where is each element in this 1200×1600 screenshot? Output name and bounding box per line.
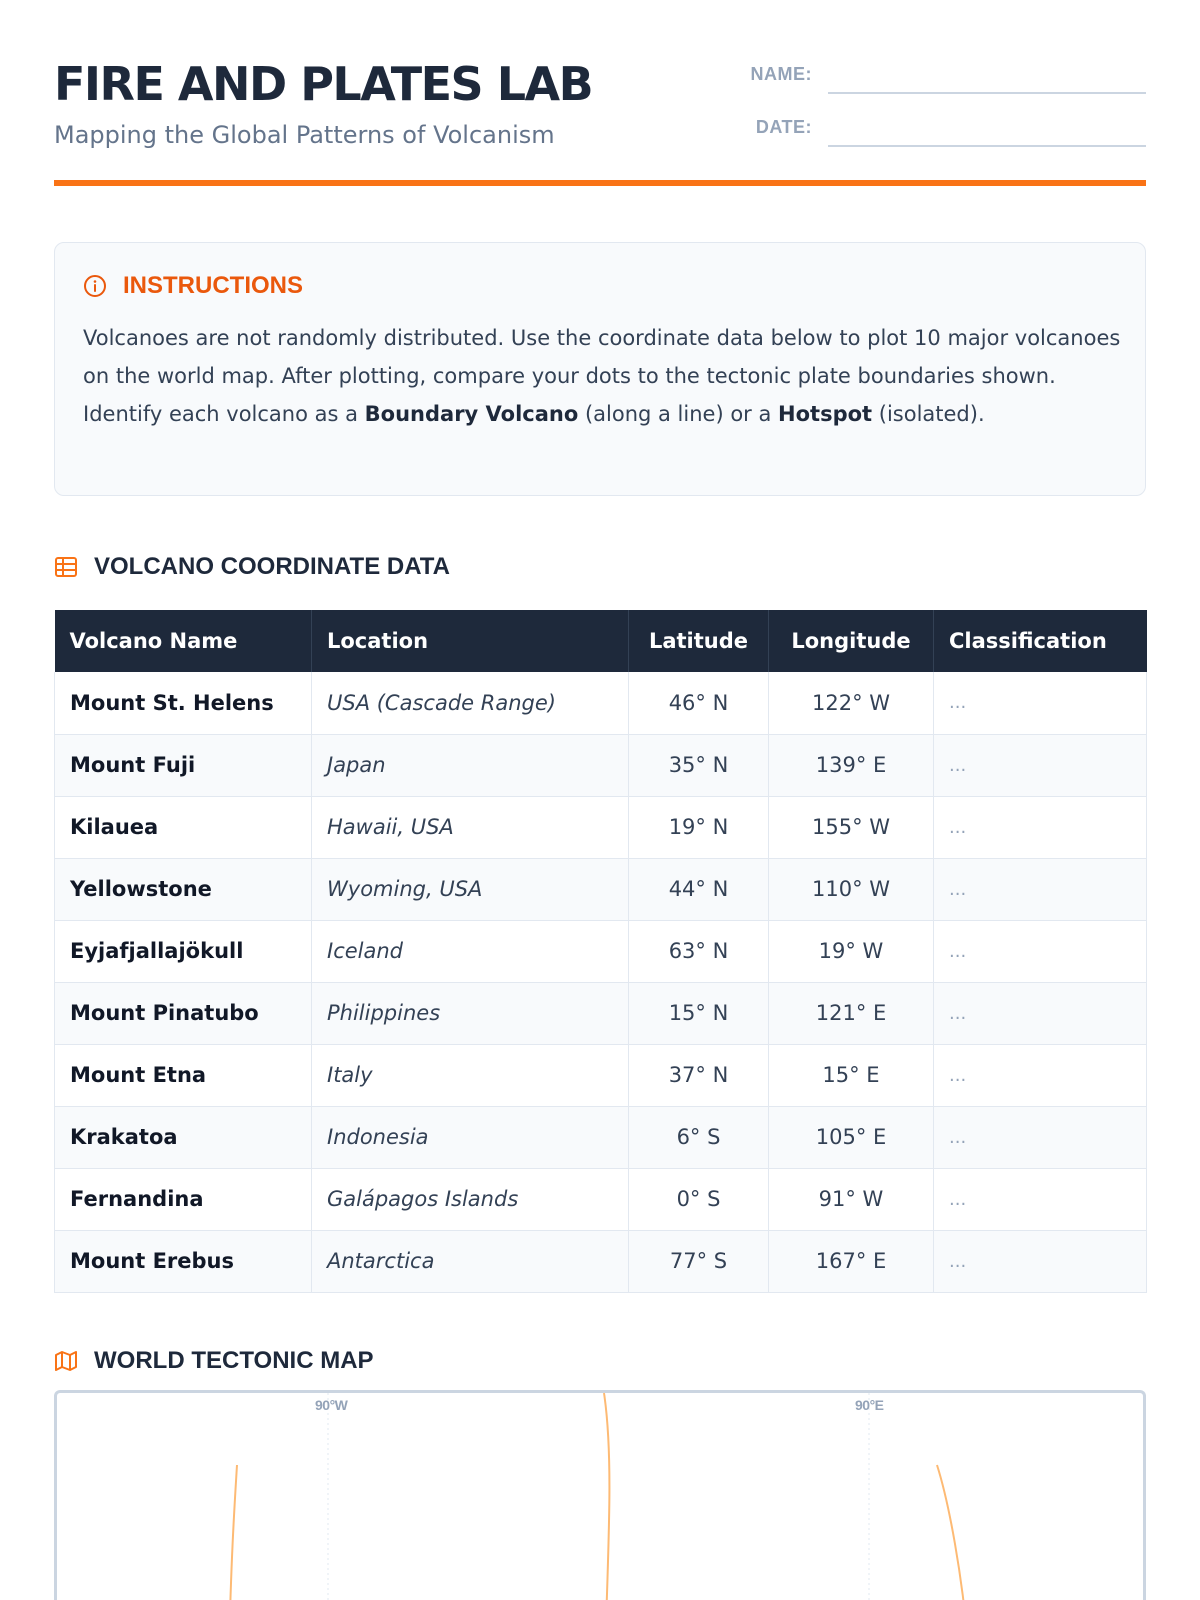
classification-cell[interactable]: ... bbox=[934, 858, 1147, 920]
latitude-cell: 44° N bbox=[629, 858, 769, 920]
classification-cell[interactable]: ... bbox=[934, 672, 1147, 734]
classification-cell[interactable]: ... bbox=[934, 982, 1147, 1044]
classification-cell[interactable]: ... bbox=[934, 1230, 1147, 1292]
map-icon bbox=[54, 1349, 78, 1373]
info-icon bbox=[83, 274, 107, 298]
worksheet-header bbox=[54, 58, 1146, 188]
table-row bbox=[55, 920, 1147, 982]
table-row bbox=[55, 1106, 1147, 1168]
latitude-cell: 35° N bbox=[629, 734, 769, 796]
column-header: Latitude bbox=[629, 610, 769, 672]
table-header-row bbox=[55, 610, 1147, 672]
classification-cell[interactable]: ... bbox=[934, 734, 1147, 796]
instructions-box bbox=[54, 242, 1146, 496]
table-row bbox=[55, 672, 1147, 734]
location-cell: Iceland bbox=[312, 920, 629, 982]
table-section-title: VOLCANO COORDINATE DATA bbox=[94, 553, 450, 580]
page-title: FIRE AND PLATES LAB bbox=[54, 57, 593, 111]
longitude-cell: 122° W bbox=[769, 672, 934, 734]
map-section-heading bbox=[54, 1346, 654, 1376]
column-header: Classification bbox=[934, 610, 1147, 672]
instructions-text bbox=[83, 319, 1123, 433]
latitude-cell: 15° N bbox=[629, 982, 769, 1044]
location-cell: Antarctica bbox=[312, 1230, 629, 1292]
volcano-name-cell: Mount Pinatubo bbox=[55, 982, 312, 1044]
worksheet-page bbox=[54, 0, 1146, 1600]
name-field[interactable] bbox=[744, 58, 1146, 98]
longitude-cell: 167° E bbox=[769, 1230, 934, 1292]
tick-label-90e: 90°E bbox=[855, 1397, 884, 1413]
column-header: Volcano Name bbox=[55, 610, 312, 672]
classification-cell[interactable]: ... bbox=[934, 1106, 1147, 1168]
latitude-cell: 77° S bbox=[629, 1230, 769, 1292]
instructions-text-part: (along a line) or a bbox=[578, 402, 779, 426]
latitude-cell: 37° N bbox=[629, 1044, 769, 1106]
page-subtitle: Mapping the Global Patterns of Volcanism bbox=[54, 121, 555, 149]
volcano-name-cell: Krakatoa bbox=[55, 1106, 312, 1168]
longitude-cell: 105° E bbox=[769, 1106, 934, 1168]
name-label: NAME: bbox=[750, 64, 812, 84]
volcano-table bbox=[54, 610, 1147, 1293]
plate-boundary-line bbox=[604, 1393, 609, 1600]
latitude-cell: 19° N bbox=[629, 796, 769, 858]
latitude-cell: 6° S bbox=[629, 1106, 769, 1168]
location-cell: Galápagos Islands bbox=[312, 1168, 629, 1230]
table-row bbox=[55, 1168, 1147, 1230]
latitude-cell: 63° N bbox=[629, 920, 769, 982]
map-section-title: WORLD TECTONIC MAP bbox=[94, 1347, 374, 1374]
location-cell: Indonesia bbox=[312, 1106, 629, 1168]
location-cell: Italy bbox=[312, 1044, 629, 1106]
column-header: Longitude bbox=[769, 610, 934, 672]
classification-cell[interactable]: ... bbox=[934, 1044, 1147, 1106]
volcano-name-cell: Kilauea bbox=[55, 796, 312, 858]
name-input-line[interactable] bbox=[828, 92, 1146, 94]
date-input-line[interactable] bbox=[828, 145, 1146, 147]
location-cell: Hawaii, USA bbox=[312, 796, 629, 858]
date-label: DATE: bbox=[755, 117, 812, 137]
table-row bbox=[55, 734, 1147, 796]
plate-boundary-line bbox=[937, 1465, 969, 1600]
classification-cell[interactable]: ... bbox=[934, 796, 1147, 858]
date-field[interactable] bbox=[744, 111, 1146, 151]
map-canvas bbox=[57, 1393, 1143, 1600]
longitude-cell: 110° W bbox=[769, 858, 934, 920]
location-cell: USA (Cascade Range) bbox=[312, 672, 629, 734]
volcano-name-cell: Yellowstone bbox=[55, 858, 312, 920]
volcano-name-cell: Eyjafjallajökull bbox=[55, 920, 312, 982]
volcano-name-cell: Fernandina bbox=[55, 1168, 312, 1230]
hotspot-term: Hotspot bbox=[778, 402, 873, 426]
table-row bbox=[55, 858, 1147, 920]
longitude-cell: 91° W bbox=[769, 1168, 934, 1230]
boundary-volcano-term: Boundary Volcano bbox=[364, 402, 579, 426]
volcano-name-cell: Mount Fuji bbox=[55, 734, 312, 796]
plate-boundary-line bbox=[229, 1465, 237, 1600]
volcano-name-cell: Mount Erebus bbox=[55, 1230, 312, 1292]
longitude-cell: 15° E bbox=[769, 1044, 934, 1106]
latitude-cell: 0° S bbox=[629, 1168, 769, 1230]
world-map[interactable] bbox=[54, 1390, 1146, 1600]
table-row bbox=[55, 796, 1147, 858]
longitude-cell: 121° E bbox=[769, 982, 934, 1044]
table-section-heading bbox=[54, 552, 654, 582]
longitude-cell: 139° E bbox=[769, 734, 934, 796]
table-icon bbox=[54, 555, 78, 579]
tick-label-90w: 90°W bbox=[315, 1397, 348, 1413]
longitude-cell: 155° W bbox=[769, 796, 934, 858]
table-row bbox=[55, 1230, 1147, 1292]
volcano-name-cell: Mount Etna bbox=[55, 1044, 312, 1106]
instructions-text-part: Volcanoes are not randomly distributed. Use the coordinate data below to plot 10 major volcanoes on the world map. After plotting, compare your dots to the tectonic plate boundaries shown. Identify each volcano as a bbox=[83, 326, 1121, 426]
location-cell: Japan bbox=[312, 734, 629, 796]
classification-cell[interactable]: ... bbox=[934, 920, 1147, 982]
longitude-cell: 19° W bbox=[769, 920, 934, 982]
latitude-cell: 46° N bbox=[629, 672, 769, 734]
location-cell: Philippines bbox=[312, 982, 629, 1044]
location-cell: Wyoming, USA bbox=[312, 858, 629, 920]
table-row bbox=[55, 982, 1147, 1044]
header-divider bbox=[54, 180, 1146, 186]
classification-cell[interactable]: ... bbox=[934, 1168, 1147, 1230]
column-header: Location bbox=[312, 610, 629, 672]
instructions-title: INSTRUCTIONS bbox=[123, 272, 303, 299]
volcano-name-cell: Mount St. Helens bbox=[55, 672, 312, 734]
instructions-text-part: (isolated). bbox=[872, 402, 985, 426]
table-row bbox=[55, 1044, 1147, 1106]
